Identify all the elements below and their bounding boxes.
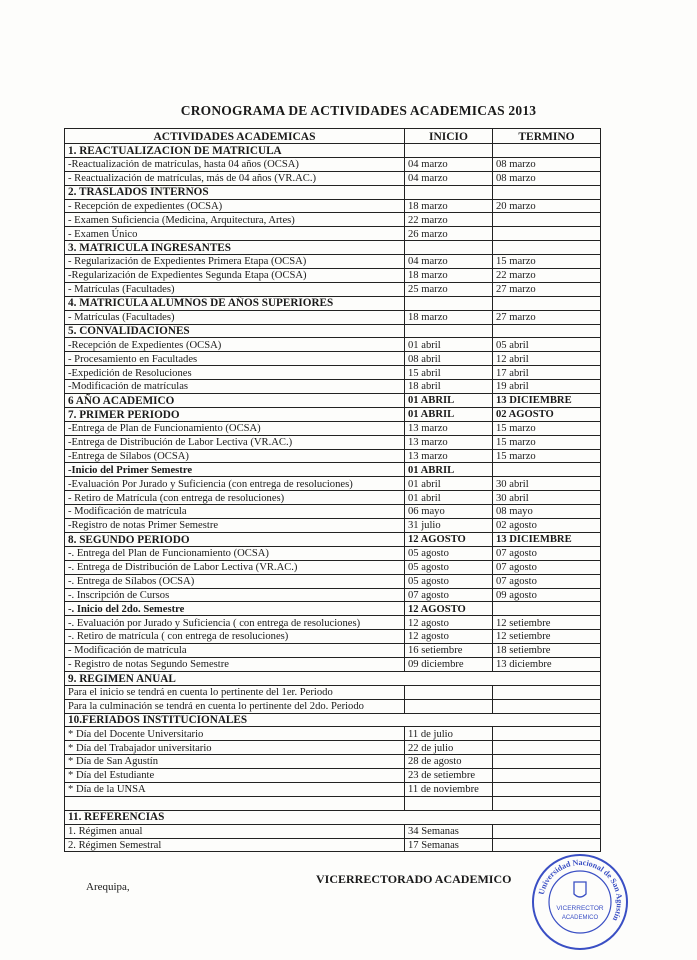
activity-cell: -. Evaluación por Jurado y Suficiencia ( con entrega de resoluciones)	[65, 616, 405, 630]
start-cell: 08 abril	[405, 352, 493, 366]
schedule-body	[65, 144, 601, 852]
activity-cell: - Procesamiento en Facultades	[65, 352, 405, 366]
table-row	[65, 505, 601, 519]
end-cell	[493, 769, 601, 783]
start-cell	[405, 144, 493, 158]
end-cell: 17 abril	[493, 366, 601, 380]
section-row	[65, 394, 601, 408]
activity-cell: 2. Régimen Semestral	[65, 838, 405, 852]
activity-cell: -. Entrega de Sílabos (OCSA)	[65, 574, 405, 588]
start-cell: 04 marzo	[405, 171, 493, 185]
start-cell	[405, 699, 493, 713]
seal-ring-text: Universidad Nacional de San Agustín	[536, 857, 625, 923]
start-cell: 18 marzo	[405, 269, 493, 283]
section-row	[65, 713, 601, 727]
start-cell: 13 marzo	[405, 421, 493, 435]
seal-shield-icon	[574, 882, 586, 897]
section-row	[65, 296, 601, 310]
end-cell	[493, 463, 601, 477]
activity-cell: -Recepción de Expedientes (OCSA)	[65, 338, 405, 352]
seal-bottom-text: ACADEMICO	[561, 915, 599, 921]
table-row	[65, 477, 601, 491]
start-cell: 12 agosto	[405, 630, 493, 644]
table-row	[65, 630, 601, 644]
start-cell: 31 julio	[405, 519, 493, 533]
end-cell	[493, 838, 601, 852]
table-row	[65, 463, 601, 477]
section-row	[65, 241, 601, 255]
activity-cell: 1. Régimen anual	[65, 824, 405, 838]
end-cell: 12 abril	[493, 352, 601, 366]
table-row	[65, 560, 601, 574]
start-cell: 28 de agosto	[405, 755, 493, 769]
start-cell: 06 mayo	[405, 505, 493, 519]
activity-cell: -Entrega de Sílabos (OCSA)	[65, 449, 405, 463]
table-row	[65, 421, 601, 435]
start-cell: 07 agosto	[405, 588, 493, 602]
activity-cell: 3. MATRICULA INGRESANTES	[65, 241, 405, 255]
end-cell: 07 agosto	[493, 574, 601, 588]
start-cell	[405, 796, 493, 810]
activity-cell: - Reactualización de matrículas, más de 04 años (VR.AC.)	[65, 171, 405, 185]
activity-cell: - Modificación de matrícula	[65, 644, 405, 658]
table-row	[65, 255, 601, 269]
end-cell	[493, 296, 601, 310]
activity-cell: -Registro de notas Primer Semestre	[65, 519, 405, 533]
footer-office: VICERRECTORADO ACADEMICO	[316, 872, 512, 886]
table-row	[65, 685, 601, 699]
activity-cell: 6 AÑO ACADEMICO	[65, 394, 405, 408]
start-cell: 18 abril	[405, 380, 493, 394]
section-title: 9. REGIMEN ANUAL	[65, 671, 601, 685]
table-row	[65, 602, 601, 616]
activity-cell: -Entrega de Distribución de Labor Lectiva (VR.AC.)	[65, 435, 405, 449]
start-cell: 34 Semanas	[405, 824, 493, 838]
end-cell	[493, 185, 601, 199]
end-cell	[493, 755, 601, 769]
activity-cell: -Regularización de Expedientes Segunda Etapa (OCSA)	[65, 269, 405, 283]
end-cell: 08 marzo	[493, 171, 601, 185]
start-cell: 16 setiembre	[405, 644, 493, 658]
activity-cell: - Retiro de Matrícula (con entrega de resoluciones)	[65, 491, 405, 505]
activity-cell: - Examen Suficiencia (Medicina, Arquitectura, Artes)	[65, 213, 405, 227]
table-row	[65, 782, 601, 796]
section-row	[65, 144, 601, 158]
seal-center-text: VICERRECTOR	[556, 905, 604, 912]
start-cell: 01 ABRIL	[405, 394, 493, 408]
activity-cell: * Día del Estudiante	[65, 769, 405, 783]
end-cell	[493, 727, 601, 741]
table-row	[65, 769, 601, 783]
activity-cell: - Examen Único	[65, 227, 405, 241]
activity-cell: -. Retiro de matrícula ( con entrega de resoluciones)	[65, 630, 405, 644]
start-cell	[405, 185, 493, 199]
activity-cell: -Reactualización de matrículas, hasta 04 años (OCSA)	[65, 157, 405, 171]
activity-cell: * Día del Trabajador universitario	[65, 741, 405, 755]
table-row	[65, 727, 601, 741]
table-row	[65, 310, 601, 324]
activity-cell: Para el inicio se tendrá en cuenta lo pertinente del 1er. Periodo	[65, 685, 405, 699]
table-row	[65, 519, 601, 533]
table-row	[65, 171, 601, 185]
activity-cell: - Matrículas (Facultades)	[65, 282, 405, 296]
end-cell: 27 marzo	[493, 282, 601, 296]
start-cell: 23 de setiembre	[405, 769, 493, 783]
end-cell: 12 setiembre	[493, 630, 601, 644]
end-cell	[493, 699, 601, 713]
table-row	[65, 824, 601, 838]
table-row	[65, 338, 601, 352]
table-row	[65, 616, 601, 630]
table-row	[65, 838, 601, 852]
activity-cell: -. Entrega del Plan de Funcionamiento (OCSA)	[65, 546, 405, 560]
end-cell: 13 diciembre	[493, 657, 601, 671]
activity-cell: Para la culminación se tendrá en cuenta lo pertinente del 2do. Periodo	[65, 699, 405, 713]
end-cell: 27 marzo	[493, 310, 601, 324]
end-cell	[493, 685, 601, 699]
end-cell	[493, 213, 601, 227]
start-cell: 05 agosto	[405, 546, 493, 560]
table-row	[65, 574, 601, 588]
start-cell: 11 de noviembre	[405, 782, 493, 796]
official-seal	[530, 852, 630, 952]
activity-cell: -. Inscripción de Cursos	[65, 588, 405, 602]
start-cell	[405, 324, 493, 338]
table-row	[65, 755, 601, 769]
schedule-table	[64, 128, 601, 852]
table-row	[65, 588, 601, 602]
start-cell: 15 abril	[405, 366, 493, 380]
section-row	[65, 407, 601, 421]
start-cell: 13 marzo	[405, 449, 493, 463]
activity-cell: - Modificación de matrícula	[65, 505, 405, 519]
seal-inner-ring	[549, 871, 611, 933]
header-start: INICIO	[405, 129, 493, 144]
activity-cell: 4. MATRICULA ALUMNOS DE AÑOS SUPERIORES	[65, 296, 405, 310]
end-cell: 19 abril	[493, 380, 601, 394]
start-cell: 01 ABRIL	[405, 463, 493, 477]
start-cell: 01 abril	[405, 338, 493, 352]
end-cell: 02 agosto	[493, 519, 601, 533]
end-cell: 15 marzo	[493, 435, 601, 449]
table-row	[65, 449, 601, 463]
start-cell: 11 de julio	[405, 727, 493, 741]
end-cell: 08 marzo	[493, 157, 601, 171]
activity-cell: -. Entrega de Distribución de Labor Lectiva (VR.AC.)	[65, 560, 405, 574]
activity-cell: - Matrículas (Facultades)	[65, 310, 405, 324]
spacer-row	[65, 796, 601, 810]
seal-outer-ring	[533, 855, 627, 949]
activity-cell: -. Inicio del 2do. Semestre	[65, 602, 405, 616]
end-cell	[493, 782, 601, 796]
table-row	[65, 269, 601, 283]
start-cell	[405, 241, 493, 255]
end-cell: 30 abril	[493, 477, 601, 491]
start-cell: 04 marzo	[405, 255, 493, 269]
end-cell: 30 abril	[493, 491, 601, 505]
table-row	[65, 435, 601, 449]
section-row	[65, 532, 601, 546]
activity-cell: - Recepción de expedientes (OCSA)	[65, 199, 405, 213]
end-cell: 09 agosto	[493, 588, 601, 602]
table-row	[65, 213, 601, 227]
activity-cell: 8. SEGUNDO PERIODO	[65, 532, 405, 546]
table-row	[65, 699, 601, 713]
start-cell: 13 marzo	[405, 435, 493, 449]
activity-cell: - Regularización de Expedientes Primera Etapa (OCSA)	[65, 255, 405, 269]
table-header-row	[65, 129, 601, 144]
end-cell: 07 agosto	[493, 546, 601, 560]
activity-cell	[65, 796, 405, 810]
table-row	[65, 352, 601, 366]
activity-cell: -Entrega de Plan de Funcionamiento (OCSA)	[65, 421, 405, 435]
start-cell: 12 AGOSTO	[405, 532, 493, 546]
activity-cell: 5. CONVALIDACIONES	[65, 324, 405, 338]
activity-cell: * Día del Docente Universitario	[65, 727, 405, 741]
start-cell: 05 agosto	[405, 560, 493, 574]
start-cell: 12 AGOSTO	[405, 602, 493, 616]
start-cell: 01 ABRIL	[405, 407, 493, 421]
activity-cell: -Inicio del Primer Semestre	[65, 463, 405, 477]
table-row	[65, 380, 601, 394]
end-cell: 13 DICIEMBRE	[493, 532, 601, 546]
activity-cell: -Modificación de matrículas	[65, 380, 405, 394]
section-row	[65, 810, 601, 824]
start-cell: 09 diciembre	[405, 657, 493, 671]
start-cell: 18 marzo	[405, 310, 493, 324]
end-cell: 12 setiembre	[493, 616, 601, 630]
start-cell: 25 marzo	[405, 282, 493, 296]
activity-cell: * Día de la UNSA	[65, 782, 405, 796]
end-cell	[493, 796, 601, 810]
start-cell: 04 marzo	[405, 157, 493, 171]
header-activity: ACTIVIDADES ACADEMICAS	[65, 129, 405, 144]
start-cell	[405, 296, 493, 310]
end-cell	[493, 227, 601, 241]
end-cell: 13 DICIEMBRE	[493, 394, 601, 408]
end-cell: 15 marzo	[493, 255, 601, 269]
section-row	[65, 324, 601, 338]
table-row	[65, 644, 601, 658]
activity-cell: * Día de San Agustín	[65, 755, 405, 769]
end-cell	[493, 741, 601, 755]
start-cell: 01 abril	[405, 477, 493, 491]
activity-cell: -Evaluación Por Jurado y Suficiencia (con entrega de resoluciones)	[65, 477, 405, 491]
section-title: 11. REFERENCIAS	[65, 810, 601, 824]
end-cell	[493, 824, 601, 838]
table-row	[65, 657, 601, 671]
activity-cell: 1. REACTUALIZACION DE MATRICULA	[65, 144, 405, 158]
start-cell: 22 marzo	[405, 213, 493, 227]
start-cell	[405, 685, 493, 699]
section-row	[65, 671, 601, 685]
start-cell: 26 marzo	[405, 227, 493, 241]
start-cell: 17 Semanas	[405, 838, 493, 852]
end-cell	[493, 144, 601, 158]
end-cell: 05 abril	[493, 338, 601, 352]
start-cell: 22 de julio	[405, 741, 493, 755]
page-title: CRONOGRAMA DE ACTIVIDADES ACADEMICAS 2013	[180, 103, 537, 118]
start-cell: 05 agosto	[405, 574, 493, 588]
end-cell: 15 marzo	[493, 421, 601, 435]
footer-city: Arequipa,	[86, 881, 130, 893]
end-cell: 02 AGOSTO	[493, 407, 601, 421]
activity-cell: -Expedición de Resoluciones	[65, 366, 405, 380]
start-cell: 12 agosto	[405, 616, 493, 630]
activity-cell: 2. TRASLADOS INTERNOS	[65, 185, 405, 199]
table-row	[65, 227, 601, 241]
end-cell: 08 mayo	[493, 505, 601, 519]
table-row	[65, 491, 601, 505]
end-cell	[493, 241, 601, 255]
activity-cell: - Registro de notas Segundo Semestre	[65, 657, 405, 671]
end-cell: 15 marzo	[493, 449, 601, 463]
end-cell: 22 marzo	[493, 269, 601, 283]
end-cell: 18 setiembre	[493, 644, 601, 658]
table-row	[65, 366, 601, 380]
end-cell	[493, 602, 601, 616]
table-row	[65, 282, 601, 296]
table-row	[65, 741, 601, 755]
end-cell: 20 marzo	[493, 199, 601, 213]
end-cell: 07 agosto	[493, 560, 601, 574]
section-title: 10.FERIADOS INSTITUCIONALES	[65, 713, 601, 727]
start-cell: 18 marzo	[405, 199, 493, 213]
start-cell: 01 abril	[405, 491, 493, 505]
section-row	[65, 185, 601, 199]
activity-cell: 7. PRIMER PERIODO	[65, 407, 405, 421]
end-cell	[493, 324, 601, 338]
table-row	[65, 157, 601, 171]
table-row	[65, 546, 601, 560]
table-row	[65, 199, 601, 213]
header-end: TERMINO	[493, 129, 601, 144]
